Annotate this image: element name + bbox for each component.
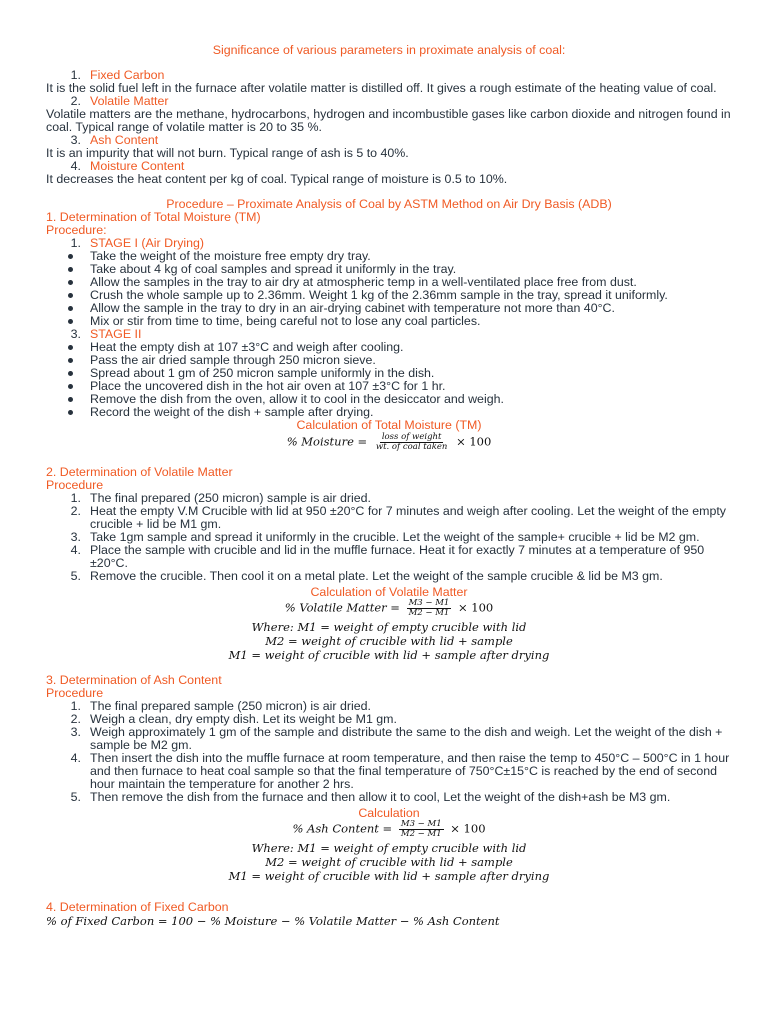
fc-heading: 4. Determination of Fixed Carbon (46, 900, 229, 914)
list-item: Pass the air dried sample through 250 micron sieve. (46, 354, 732, 367)
list-item: 5. Remove the crucible. Then cool it on a metal plate. Let the weight of the sample crucible & lid be M3 gm. (70, 569, 663, 583)
fraction: $\frac{M3 - M1}{M2 - M1}$ (408, 598, 450, 618)
list-item: 2. Heat the empty V.M Crucible with lid at 950 ±20°C for 7 minutes and weigh after cooling. Let the weight of the empty crucible + lid be M1 gm. (70, 504, 726, 531)
fc-equation: % of Fixed Carbon = 100 − % Moisture − % Volatile Matter − % Ash Content (46, 914, 500, 928)
list-item: Take about 4 kg of coal samples and spread it uniformly in the tray. (46, 263, 732, 276)
significance-item-ash-content: 3. Ash Content (46, 134, 732, 147)
tm-stage-2: 3. STAGE II (70, 327, 142, 341)
list-item: 3. Weigh approximately 1 gm of the sample and distribute the same to the dish and weigh. Let the weight of the dish + sample be M2 gm. (70, 725, 723, 752)
vm-equation: % Volatile Matter = $\frac{M3 - M1}{M2 - M1}$ × 100 (284, 598, 494, 618)
list-item: Take the weight of the moisture free empty dry tray. (46, 250, 732, 263)
ash-where-1: Where: M1 = weight of empty crucible with lid (251, 841, 527, 855)
significance-text: It is an impurity that will not burn. Typical range of ash is 5 to 40%. (46, 146, 409, 160)
ash-where-2: M2 = weight of crucible with lid + sample (265, 855, 513, 869)
list-item: Place the uncovered dish in the hot air oven at 107 ±3°C for 1 hr. (46, 380, 732, 393)
fraction: $\frac{M3 - M1}{M2 - M1}$ (400, 819, 442, 839)
tm-heading: 1. Determination of Total Moisture (TM) (46, 210, 261, 224)
ash-procedure-label: Procedure (46, 686, 104, 700)
ash-calc-title: Calculation (358, 806, 420, 820)
significance-heading: Moisture Content (90, 159, 185, 173)
significance-heading: Volatile Matter (90, 94, 169, 108)
ash-equation: % Ash Content = $\frac{M3 - M1}{M2 - M1}$ × 100 (292, 819, 486, 839)
list-item: Heat the empty dish at 107 ±3°C and weigh after cooling. (46, 341, 732, 354)
list-item: 4. Then insert the dish into the muffle furnace at room temperature, and then raise the temp to 450°C – 500°C in 1 hour and then furnace to heat coal sample so that the final temperature of 750°C±15°C is reached by the end of second hour maintain the temperature for another 2 hrs. (70, 751, 730, 791)
vm-heading: 2. Determination of Volatile Matter (46, 465, 233, 479)
list-item: 5. Then remove the dish from the furnace and then allow it to cool, Let the weight of the dish+ash be M3 gm. (70, 790, 671, 804)
list-item: Allow the sample in the tray to dry in an air-drying cabinet with temperature not more than 40°C. (46, 302, 732, 315)
tm-equation: % Moisture = $\frac{\text{loss of weight}}{\text{wt. of coal taken}}$ × 100 (286, 432, 492, 452)
list-item: Record the weight of the dish + sample after drying. (46, 406, 732, 419)
list-item: Mix or stir from time to time, being careful not to lose any coal particles. (46, 315, 732, 328)
ash-where-3: M1 = weight of crucible with lid + sample after drying (228, 869, 550, 883)
significance-item-fixed-carbon: 1. Fixed Carbon (46, 69, 732, 82)
significance-heading: Ash Content (90, 133, 159, 147)
list-item: Allow the samples in the tray to air dry at atmospheric temp in a well-ventilated place free from dust. (46, 276, 732, 289)
significance-text: Volatile matters are the methane, hydrocarbons, hydrogen and incombustible gases like carbon dioxide and nitrogen found in coal. Typical range of volatile matter is 20 to 35 %. (46, 107, 731, 134)
significance-text: It is the solid fuel left in the furnace after volatile matter is distilled off. It gives a rough estimate of the heating value of coal. (46, 81, 717, 95)
list-item: 2. Weigh a clean, dry empty dish. Let its weight be M1 gm. (70, 712, 397, 726)
vm-where-3: M1 = weight of crucible with lid + sample after drying (228, 648, 550, 662)
list-item: 1. The final prepared (250 micron) sample is air dried. (70, 491, 371, 505)
list-item: Crush the whole sample up to 2.36mm. Weight 1 kg of the 2.36mm sample in the tray, spread it uniformly. (46, 289, 732, 302)
document-page (46, 44, 732, 928)
ash-heading: 3. Determination of Ash Content (46, 673, 222, 687)
procedure-title: Procedure – Proximate Analysis of Coal by ASTM Method on Air Dry Basis (ADB) (166, 197, 612, 211)
significance-item-moisture-content: 4. Moisture Content (46, 160, 732, 173)
list-item: 1. The final prepared sample (250 micron) is air dried. (70, 699, 371, 713)
vm-where-1: Where: M1 = weight of empty crucible with lid (251, 620, 527, 634)
list-item: Spread about 1 gm of 250 micron sample uniformly in the dish. (46, 367, 732, 380)
vm-calc-title: Calculation of Volatile Matter (310, 585, 468, 599)
tm-calc-title: Calculation of Total Moisture (TM) (296, 418, 482, 432)
document-title: Significance of various parameters in proximate analysis of coal: (212, 43, 566, 57)
significance-text: It decreases the heat content per kg of coal. Typical range of moisture is 0.5 to 10%. (46, 172, 508, 186)
list-item: 3. Take 1gm sample and spread it uniformly in the crucible. Let the weight of the sample+ crucible + lid be M2 gm. (70, 530, 700, 544)
vm-procedure-label: Procedure (46, 478, 104, 492)
significance-heading: Fixed Carbon (90, 68, 165, 82)
tm-procedure-label: Procedure: (46, 223, 107, 237)
significance-item-volatile-matter: 2. Volatile Matter (46, 95, 732, 108)
vm-where-2: M2 = weight of crucible with lid + sample (265, 634, 513, 648)
list-item: Remove the dish from the oven, allow it to cool in the desiccator and weigh. (46, 393, 732, 406)
list-item: 4. Place the sample with crucible and lid in the muffle furnace. Heat it for exactly 7 minutes at a temperature of 950 ±20°C. (70, 543, 705, 570)
tm-stage-1: 1. STAGE I (Air Drying) (70, 236, 205, 250)
fraction: $\frac{\text{loss of weight}}{\text{wt. of coal taken}}$ (375, 432, 448, 452)
